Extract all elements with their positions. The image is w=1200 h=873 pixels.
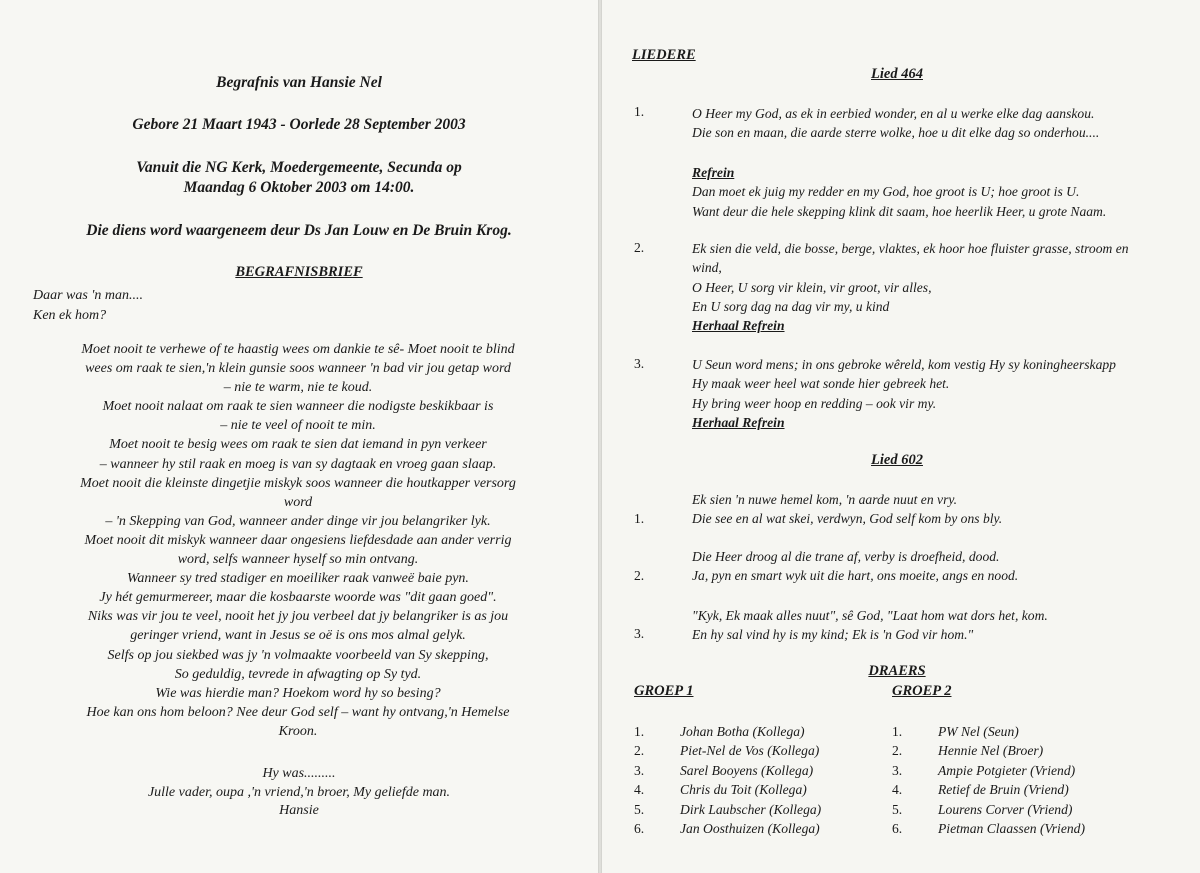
hymn-602-verse-2 [692, 547, 1162, 586]
list-item [634, 722, 821, 741]
hymn-464-verse-1 [692, 104, 1162, 143]
verse-line: Ek sien die veld, die bosse, berge, vlaktes, ek hoor hoe fluister grasse, stroom en [692, 241, 1129, 256]
bearer-name: Jan Oosthuizen (Kollega) [680, 820, 820, 836]
verse-line: Hy maak weer heel wat sonde hier gebreek het. [692, 376, 950, 392]
verse-number: 2. [634, 568, 645, 583]
verse-line: En U sorg dag na dag vir my, u kind [692, 298, 890, 314]
verse-line: wind, [692, 260, 722, 276]
hymn-464-refrain [692, 163, 1162, 221]
letter-heading: BEGRAFNISBRIEF [235, 264, 363, 280]
group-2-title: GROEP 2 [892, 683, 952, 699]
poem-line: Moet nooit te besig wees om raak te sien dat iemand in pyn verkeer [109, 437, 487, 453]
poem-line: So geduldig, tevrede in afwagting op Sy tyd. [174, 666, 422, 682]
verse-line: Ja, pyn en smart wyk uit die hart, ons moeite, angs en nood. [692, 568, 1019, 584]
verse-line: Want deur die hele skepping klink dit saam, hoe heerlik Heer, u grote Naam. [692, 203, 1107, 219]
list-item [634, 761, 821, 780]
bearer-name: Ampie Potgieter (Vriend) [938, 762, 1076, 778]
item-number: 5. [892, 801, 903, 817]
verse-line: Hy bring weer hoop en redding – ook vir my. [692, 395, 937, 411]
hymn-602-title: Lied 602 [871, 452, 923, 468]
poem-line: wees om raak te sien,'n klein gunsie soos wanneer 'n bad vir jou getap word [85, 361, 511, 377]
list-item [892, 800, 1085, 819]
poem-line: word [283, 494, 313, 510]
list-item [892, 722, 1085, 741]
item-number: 2. [892, 743, 903, 759]
item-number: 5. [634, 801, 645, 817]
bearer-name: Piet-Nel de Vos (Kollega) [680, 743, 820, 759]
item-number: 3. [892, 762, 903, 778]
poem-line: Wie was hierdie man? Hoekom word hy so besing? [155, 685, 441, 701]
item-number: 4. [634, 782, 645, 798]
bearer-name: Dirk Laubscher (Kollega) [680, 801, 822, 817]
poem-line: – nie te veel of nooit te min. [220, 418, 376, 434]
poem-line: Moet nooit te verhewe of te haastig wees om dankie te sê- Moet nooit te blind [81, 342, 515, 357]
bearer-name: Pietman Claassen (Vriend) [938, 820, 1085, 836]
verse-number: 2. [634, 240, 645, 255]
left-page [0, 0, 598, 873]
bearer-name: Sarel Booyens (Kollega) [680, 762, 814, 778]
letter-intro [33, 286, 143, 325]
group-1-title: GROEP 1 [634, 683, 694, 699]
hymns-section-title: LIEDERE [632, 47, 696, 63]
verse-line: O Heer, U sorg vir klein, vir groot, vir alles, [692, 279, 932, 295]
verse-number: 3. [634, 626, 645, 641]
list-item [634, 780, 821, 799]
poem-line: – nie te warm, nie te koud. [223, 380, 373, 396]
poem-line: Niks was vir jou te veel, nooit het jy jou verbeel dat jy belangriker is as jou [87, 609, 509, 625]
service-officiants: Die diens word waargeneem deur Ds Jan Louw en De Bruin Krog. [86, 222, 512, 239]
item-number: 1. [634, 724, 645, 739]
list-item [892, 780, 1085, 799]
repeat-refrain-label: Herhaal Refrein [692, 414, 785, 430]
intro-line: Daar was 'n man.... [33, 288, 143, 303]
verse-line: U Seun word mens; in ons gebroke wêreld, kom vestig Hy sy koningheerskapp [692, 357, 1116, 372]
closing-line: Hansie [279, 803, 319, 818]
intro-line: Ken ek hom? [33, 307, 107, 323]
poem-line: Wanneer sy tred stadiger en moeiliker raak vanweë baie pyn. [127, 571, 469, 587]
hymn-464-verse-3 [692, 355, 1162, 432]
venue-line-2: Maandag 6 Oktober 2003 om 14:00. [183, 179, 415, 196]
eulogy-poem [18, 340, 578, 741]
verse-number: 1. [634, 104, 645, 119]
item-number: 6. [892, 820, 903, 836]
poem-line: Moet nooit dit miskyk wanneer daar ongesiens liefdesdade aan ander verrig [84, 532, 512, 548]
verse-line: Die son en maan, die aarde sterre wolke, hoe u dit elke dag so onderhou.... [692, 125, 1100, 141]
verse-line: Die see en al wat skei, verdwyn, God self kom by ons bly. [692, 511, 1003, 527]
group-2-list [892, 722, 1085, 838]
verse-number: 3. [634, 356, 645, 371]
list-item [634, 819, 821, 838]
funeral-title: Begrafnis van Hansie Nel [216, 74, 382, 91]
poem-line: – wanneer hy stil raak en moeg is van sy dagtaak en vroeg gaan slaap. [99, 456, 497, 472]
verse-line: "Kyk, Ek maak alles nuut", sê God, "Laat hom wat dors het, kom. [692, 608, 1048, 623]
hymn-602-verse-1 [692, 490, 1162, 529]
poem-line: Jy hét gemurmereer, maar die kosbaarste woorde was "dit gaan goed". [99, 590, 497, 606]
refrain-label: Refrein [692, 165, 735, 180]
item-number: 4. [892, 782, 903, 798]
poem-line: Moet nooit die kleinste dingetjie miskyk soos wanneer die houtkapper versorg [80, 475, 516, 491]
poem-line: Hoe kan ons hom beloon? Nee deur God self – want hy ontvang,'n Hemelse [86, 704, 510, 720]
verse-number: 1. [634, 511, 645, 526]
poem-line: Selfs op jou siekbed was jy 'n volmaakte voorbeeld van Sy skepping, [107, 647, 489, 663]
verse-line: O Heer my God, as ek in eerbied wonder, en al u werke elke dag aanskou. [692, 106, 1095, 121]
venue-line-1: Vanuit die NG Kerk, Moedergemeente, Secunda op [136, 159, 462, 176]
item-number: 3. [634, 762, 645, 778]
bearer-name: Retief de Bruin (Vriend) [938, 782, 1069, 798]
bearer-name: Lourens Corver (Vriend) [938, 801, 1073, 817]
group-1-list [634, 722, 821, 838]
poem-line: geringer vriend, want in Jesus se oë is ons mos almal gelyk. [130, 628, 466, 644]
bearer-name: Johan Botha (Kollega) [680, 724, 805, 739]
verse-line: Ek sien 'n nuwe hemel kom, 'n aarde nuut en vry. [692, 492, 958, 507]
verse-line: Dan moet ek juig my redder en my God, hoe groot is U; hoe groot is U. [692, 184, 1080, 200]
list-item [634, 800, 821, 819]
list-item [892, 741, 1085, 760]
closing-line: Hy was......... [262, 766, 336, 781]
bearer-name: Chris du Toit (Kollega) [680, 782, 807, 798]
list-item [892, 819, 1085, 838]
item-number: 1. [892, 724, 903, 739]
item-number: 6. [634, 820, 645, 836]
verse-line: En hy sal vind hy is my kind; Ek is 'n God vir hom." [692, 627, 974, 643]
verse-line: Die Heer droog al die trane af, verby is droefheid, dood. [692, 549, 1000, 564]
list-item [634, 741, 821, 760]
poem-line: Moet nooit nalaat om raak te sien wanneer die nodigste beskikbaar is [102, 399, 494, 415]
poem-line: Kroon. [278, 723, 318, 739]
closing-lines [0, 765, 598, 821]
poem-line: – 'n Skepping van God, wanneer ander dinge vir jou belangriker lyk. [105, 513, 491, 529]
repeat-refrain-label: Herhaal Refrein [692, 318, 785, 334]
bearers-title: DRAERS [868, 663, 926, 679]
list-item [892, 761, 1085, 780]
birth-death-dates: Gebore 21 Maart 1943 - Oorlede 28 September 2003 [132, 116, 466, 133]
hymn-464-verse-2 [692, 239, 1162, 335]
bearer-name: Hennie Nel (Broer) [938, 743, 1044, 759]
bearer-name: PW Nel (Seun) [938, 724, 1019, 739]
hymn-602-verse-3 [692, 606, 1162, 645]
poem-line: word, selfs wanneer hyself so min ontvang. [177, 552, 419, 568]
item-number: 2. [634, 743, 645, 759]
hymn-464-title: Lied 464 [871, 66, 923, 82]
closing-line: Julle vader, oupa ,'n vriend,'n broer, My geliefde man. [147, 784, 451, 800]
